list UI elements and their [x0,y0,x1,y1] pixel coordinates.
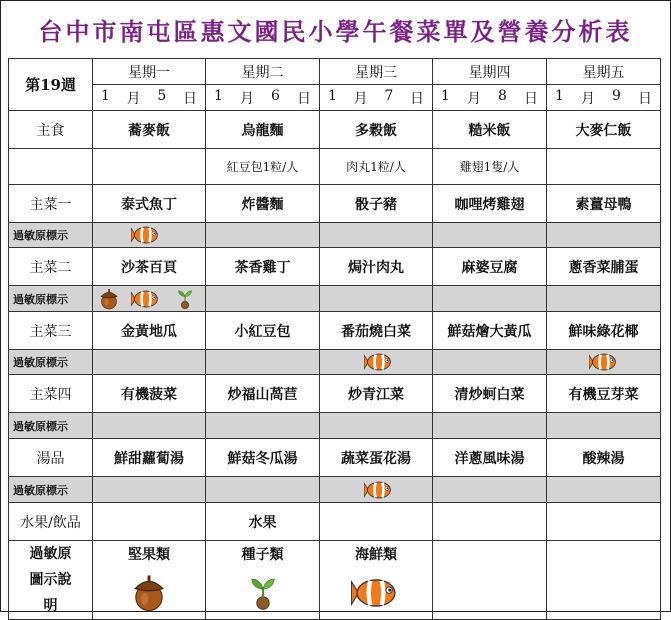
legend-nut-label: 堅果類 [93,541,206,568]
allergen-cell [93,223,206,248]
row-label: 主菜四 [9,375,93,413]
allergen-cell [320,477,433,503]
menu-item: 鮮菇冬瓜湯 [206,439,320,477]
menu-item: 沙茶百頁 [93,248,206,286]
day-name: 星期一 [93,59,206,85]
date-cell: 1 月 8 日 [433,85,547,111]
menu-item: 炒福山萵苣 [206,375,320,413]
menu-item: 清炒蚵白菜 [433,375,547,413]
menu-item [93,503,206,541]
day-name: 星期五 [547,59,661,85]
menu-item [320,503,433,541]
allergen-label: 過敏原標示 [9,223,93,248]
side-item: 紅豆包1粒/人 [206,149,320,185]
menu-item: 金黃地瓜 [93,312,206,350]
legend-label: 過敏原 圖示說 明 [9,541,93,620]
menu-item: 炸醬麵 [206,185,320,223]
menu-item: 烏龍麵 [206,111,320,149]
legend-row [9,541,661,568]
seafood-icon [131,289,161,309]
nut-icon [131,574,167,612]
allergen-cell [93,477,206,503]
menu-item: 咖哩烤雞翅 [433,185,547,223]
day-name: 星期二 [206,59,320,85]
allergen-cell [547,286,661,312]
allergen-cell [93,286,206,312]
staple-row [9,111,661,149]
menu-item: 鮮甜蘿蔔湯 [93,439,206,477]
menu-item: 有機豆芽菜 [547,375,661,413]
allergen-cell [320,286,433,312]
allergen-cell [206,477,320,503]
allergen-row [9,286,661,312]
allergen-cell [206,223,320,248]
allergen-cell [547,350,661,375]
seafood-icon [351,577,401,609]
main4-row [9,375,661,413]
allergen-row [9,350,661,375]
menu-item: 小紅豆包 [206,312,320,350]
allergen-row [9,477,661,503]
legend-empty [547,541,661,620]
row-label: 水果/飲品 [9,503,93,541]
allergen-label: 過敏原標示 [9,477,93,503]
row-label-empty [9,149,93,185]
day-name: 星期四 [433,59,547,85]
menu-item: 洋蔥風味湯 [433,439,547,477]
row-label: 主菜一 [9,185,93,223]
menu-item: 番茄燒白菜 [320,312,433,350]
allergen-cell [93,413,206,439]
seed-icon [248,574,278,612]
seafood-icon [364,480,394,500]
date-cell: 1 月 6 日 [206,85,320,111]
menu-item: 鮮味綠花椰 [547,312,661,350]
menu-item: 鮮菇燴大黃瓜 [433,312,547,350]
menu-item: 茶香雞丁 [206,248,320,286]
menu-item: 酸辣湯 [547,439,661,477]
menu-item: 素薑母鴨 [547,185,661,223]
menu-item: 大麥仁飯 [547,111,661,149]
allergen-cell [433,350,547,375]
seafood-icon [364,352,394,372]
date-cell: 1 月 5 日 [93,85,206,111]
allergen-cell [206,413,320,439]
main3-row [9,312,661,350]
menu-item: 焗汁肉丸 [320,248,433,286]
fruit-row [9,503,661,541]
side-row [9,149,661,185]
seafood-icon [131,225,161,245]
legend-seed-label: 種子類 [206,541,320,568]
main1-row [9,185,661,223]
row-label: 主菜三 [9,312,93,350]
row-label: 主食 [9,111,93,149]
menu-item [433,503,547,541]
menu-item [547,503,661,541]
legend-seafood-label: 海鮮類 [320,541,433,568]
allergen-row [9,413,661,439]
menu-item: 有機菠菜 [93,375,206,413]
seafood-icon [589,352,619,372]
allergen-cell [547,477,661,503]
allergen-cell [547,223,661,248]
week-label: 第19週 [9,59,93,111]
menu-item: 炒青江菜 [320,375,433,413]
allergen-cell [206,286,320,312]
menu-item: 泰式魚丁 [93,185,206,223]
allergen-cell [547,413,661,439]
page-title: 台中市南屯區惠文國民小學午餐菜單及營養分析表 [38,17,633,46]
menu-item: 蕎麥飯 [93,111,206,149]
soup-row [9,439,661,477]
nut-icon [99,288,119,310]
menu-item: 蔥香菜脯蛋 [547,248,661,286]
seed-icon [176,288,194,310]
menu-item: 麻婆豆腐 [433,248,547,286]
main2-row [9,248,661,286]
menu-table [8,58,661,620]
allergen-label: 過敏原標示 [9,350,93,375]
menu-item: 水果 [206,503,320,541]
allergen-cell [206,350,320,375]
allergen-cell [320,413,433,439]
row-label: 湯品 [9,439,93,477]
side-item [93,149,206,185]
date-row [9,85,661,111]
side-item: 雞翅1隻/人 [433,149,547,185]
side-item [547,149,661,185]
date-cell: 1 月 7 日 [320,85,433,111]
menu-item: 骰子豬 [320,185,433,223]
allergen-row [9,223,661,248]
side-item: 肉丸1粒/人 [320,149,433,185]
menu-item: 蔬菜蛋花湯 [320,439,433,477]
day-header-row [9,59,661,85]
legend-empty [433,541,547,620]
menu-item: 糙米飯 [433,111,547,149]
day-name: 星期三 [320,59,433,85]
allergen-cell [320,350,433,375]
menu-item: 多穀飯 [320,111,433,149]
date-cell: 1 月 9 日 [547,85,661,111]
row-label: 主菜二 [9,248,93,286]
allergen-label: 過敏原標示 [9,286,93,312]
allergen-cell [93,350,206,375]
allergen-cell [433,223,547,248]
allergen-cell [433,413,547,439]
allergen-cell [433,286,547,312]
allergen-label: 過敏原標示 [9,413,93,439]
allergen-cell [320,223,433,248]
allergen-cell [433,477,547,503]
